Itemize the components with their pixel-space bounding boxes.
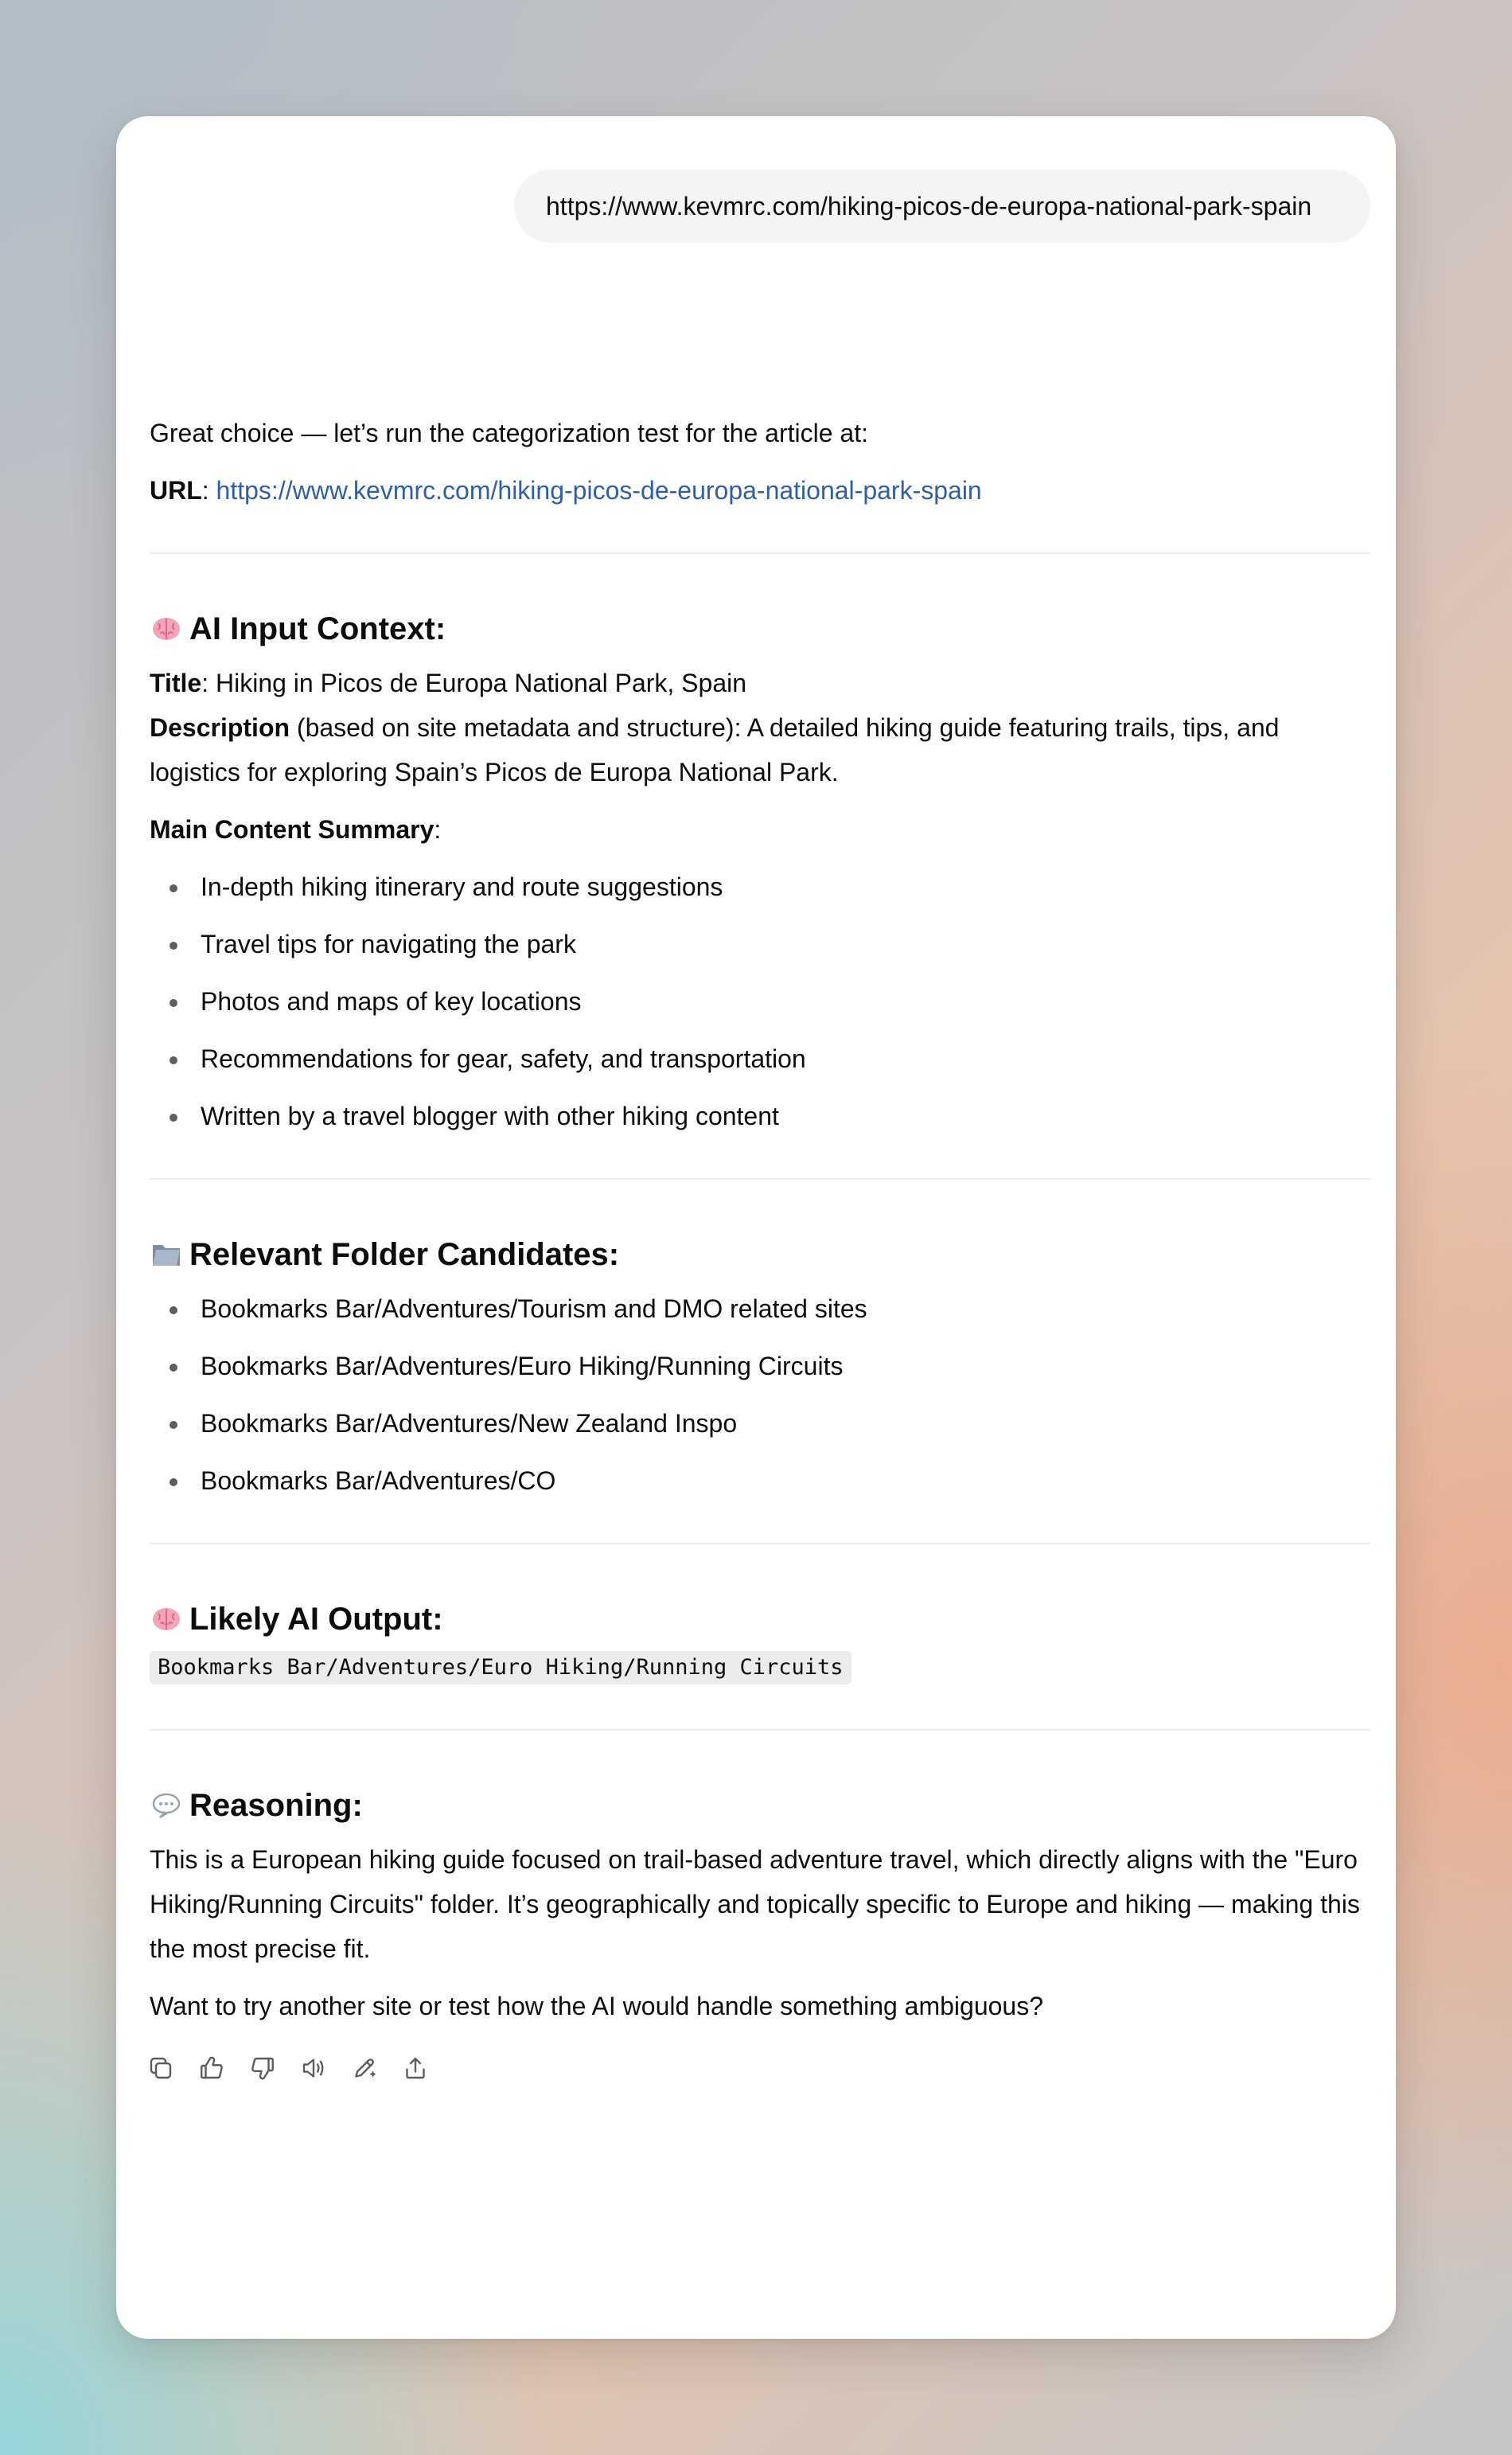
reasoning-heading	[150, 1782, 1370, 1829]
title-value: : Hiking in Picos de Europa National Park, Spain	[201, 669, 747, 697]
article-url-link[interactable]: https://www.kevmrc.com/hiking-picos-de-europa-national-park-spain	[216, 476, 982, 505]
output-code-line	[150, 1651, 1370, 1684]
speech-bubble-icon	[150, 1789, 183, 1822]
message-actions	[145, 2052, 1370, 2084]
context-heading-text: AI Input Context:	[189, 611, 446, 646]
read-aloud-icon	[299, 2054, 328, 2082]
edit-icon	[350, 2054, 379, 2082]
assistant-response	[150, 411, 1370, 2084]
divider	[150, 1729, 1370, 1731]
share-button[interactable]	[399, 2052, 431, 2084]
list-item: In-depth hiking itinerary and route suggestions	[150, 865, 1370, 909]
summary-label-line	[150, 807, 1370, 852]
divider	[150, 1543, 1370, 1544]
list-item: Bookmarks Bar/Adventures/New Zealand Inspo	[150, 1401, 1370, 1446]
title-label: Title	[150, 669, 202, 697]
brain-icon	[150, 612, 183, 646]
divider	[150, 1178, 1370, 1180]
thumbs-down-button[interactable]	[247, 2052, 279, 2084]
reasoning-text: This is a European hiking guide focused on trail-based adventure travel, which directly aligns with the "Euro Hiking/Running Circuits" folder. It’s geographically and topically specific to Europe and hiking — making this the most precise fit.	[150, 1845, 1360, 1963]
brain-icon	[150, 1602, 183, 1636]
list-item: Travel tips for navigating the park	[150, 922, 1370, 966]
edit-button[interactable]	[349, 2052, 380, 2084]
folder-icon	[150, 1238, 183, 1271]
context-heading	[150, 605, 1370, 653]
description-line	[150, 705, 1370, 794]
url-label: URL	[150, 476, 202, 505]
share-icon	[401, 2054, 430, 2082]
summary-label: Main Content Summary	[150, 815, 435, 844]
folders-heading	[150, 1231, 1370, 1278]
list-item: Bookmarks Bar/Adventures/Euro Hiking/Running Circuits	[150, 1344, 1370, 1388]
title-line	[150, 661, 1370, 705]
thumbs-up-button[interactable]	[196, 2052, 228, 2084]
folders-heading-text: Relevant Folder Candidates:	[189, 1237, 620, 1272]
description-label: Description	[150, 713, 290, 742]
reasoning-heading-text: Reasoning:	[189, 1788, 363, 1823]
output-heading	[150, 1595, 1370, 1643]
divider	[150, 552, 1370, 554]
followup-text: Want to try another site or test how the AI would handle something ambiguous?	[150, 1992, 1044, 2020]
description-value: (based on site metadata and structure): A detailed hiking guide featuring trails, tips, and logistics for exploring Spain’s Picos de Europa National Park.	[150, 713, 1280, 786]
intro-text: Great choice — let’s run the categorization test for the article at:	[150, 419, 868, 447]
summary-list	[150, 865, 1370, 1138]
output-code: Bookmarks Bar/Adventures/Euro Hiking/Running Circuits	[150, 1651, 851, 1684]
list-item: Photos and maps of key locations	[150, 979, 1370, 1024]
user-message-bubble: https://www.kevmrc.com/hiking-picos-de-europa-national-park-spain	[514, 170, 1370, 243]
list-item: Recommendations for gear, safety, and transportation	[150, 1036, 1370, 1081]
list-item: Written by a travel blogger with other hiking content	[150, 1094, 1370, 1138]
folder-list	[150, 1286, 1370, 1503]
thumbs-up-icon	[197, 2054, 226, 2082]
thumbs-down-icon	[248, 2054, 277, 2082]
list-item: Bookmarks Bar/Adventures/CO	[150, 1458, 1370, 1503]
list-item: Bookmarks Bar/Adventures/Tourism and DMO related sites	[150, 1286, 1370, 1331]
copy-button[interactable]	[145, 2052, 177, 2084]
read-aloud-button[interactable]	[298, 2052, 329, 2084]
summary-colon: :	[434, 815, 442, 844]
copy-icon	[146, 2054, 175, 2082]
chat-card	[116, 116, 1396, 2339]
url-line: URL: https://www.kevmrc.com/hiking-picos-de-europa-national-park-spain	[150, 476, 982, 505]
output-heading-text: Likely AI Output:	[189, 1602, 443, 1637]
